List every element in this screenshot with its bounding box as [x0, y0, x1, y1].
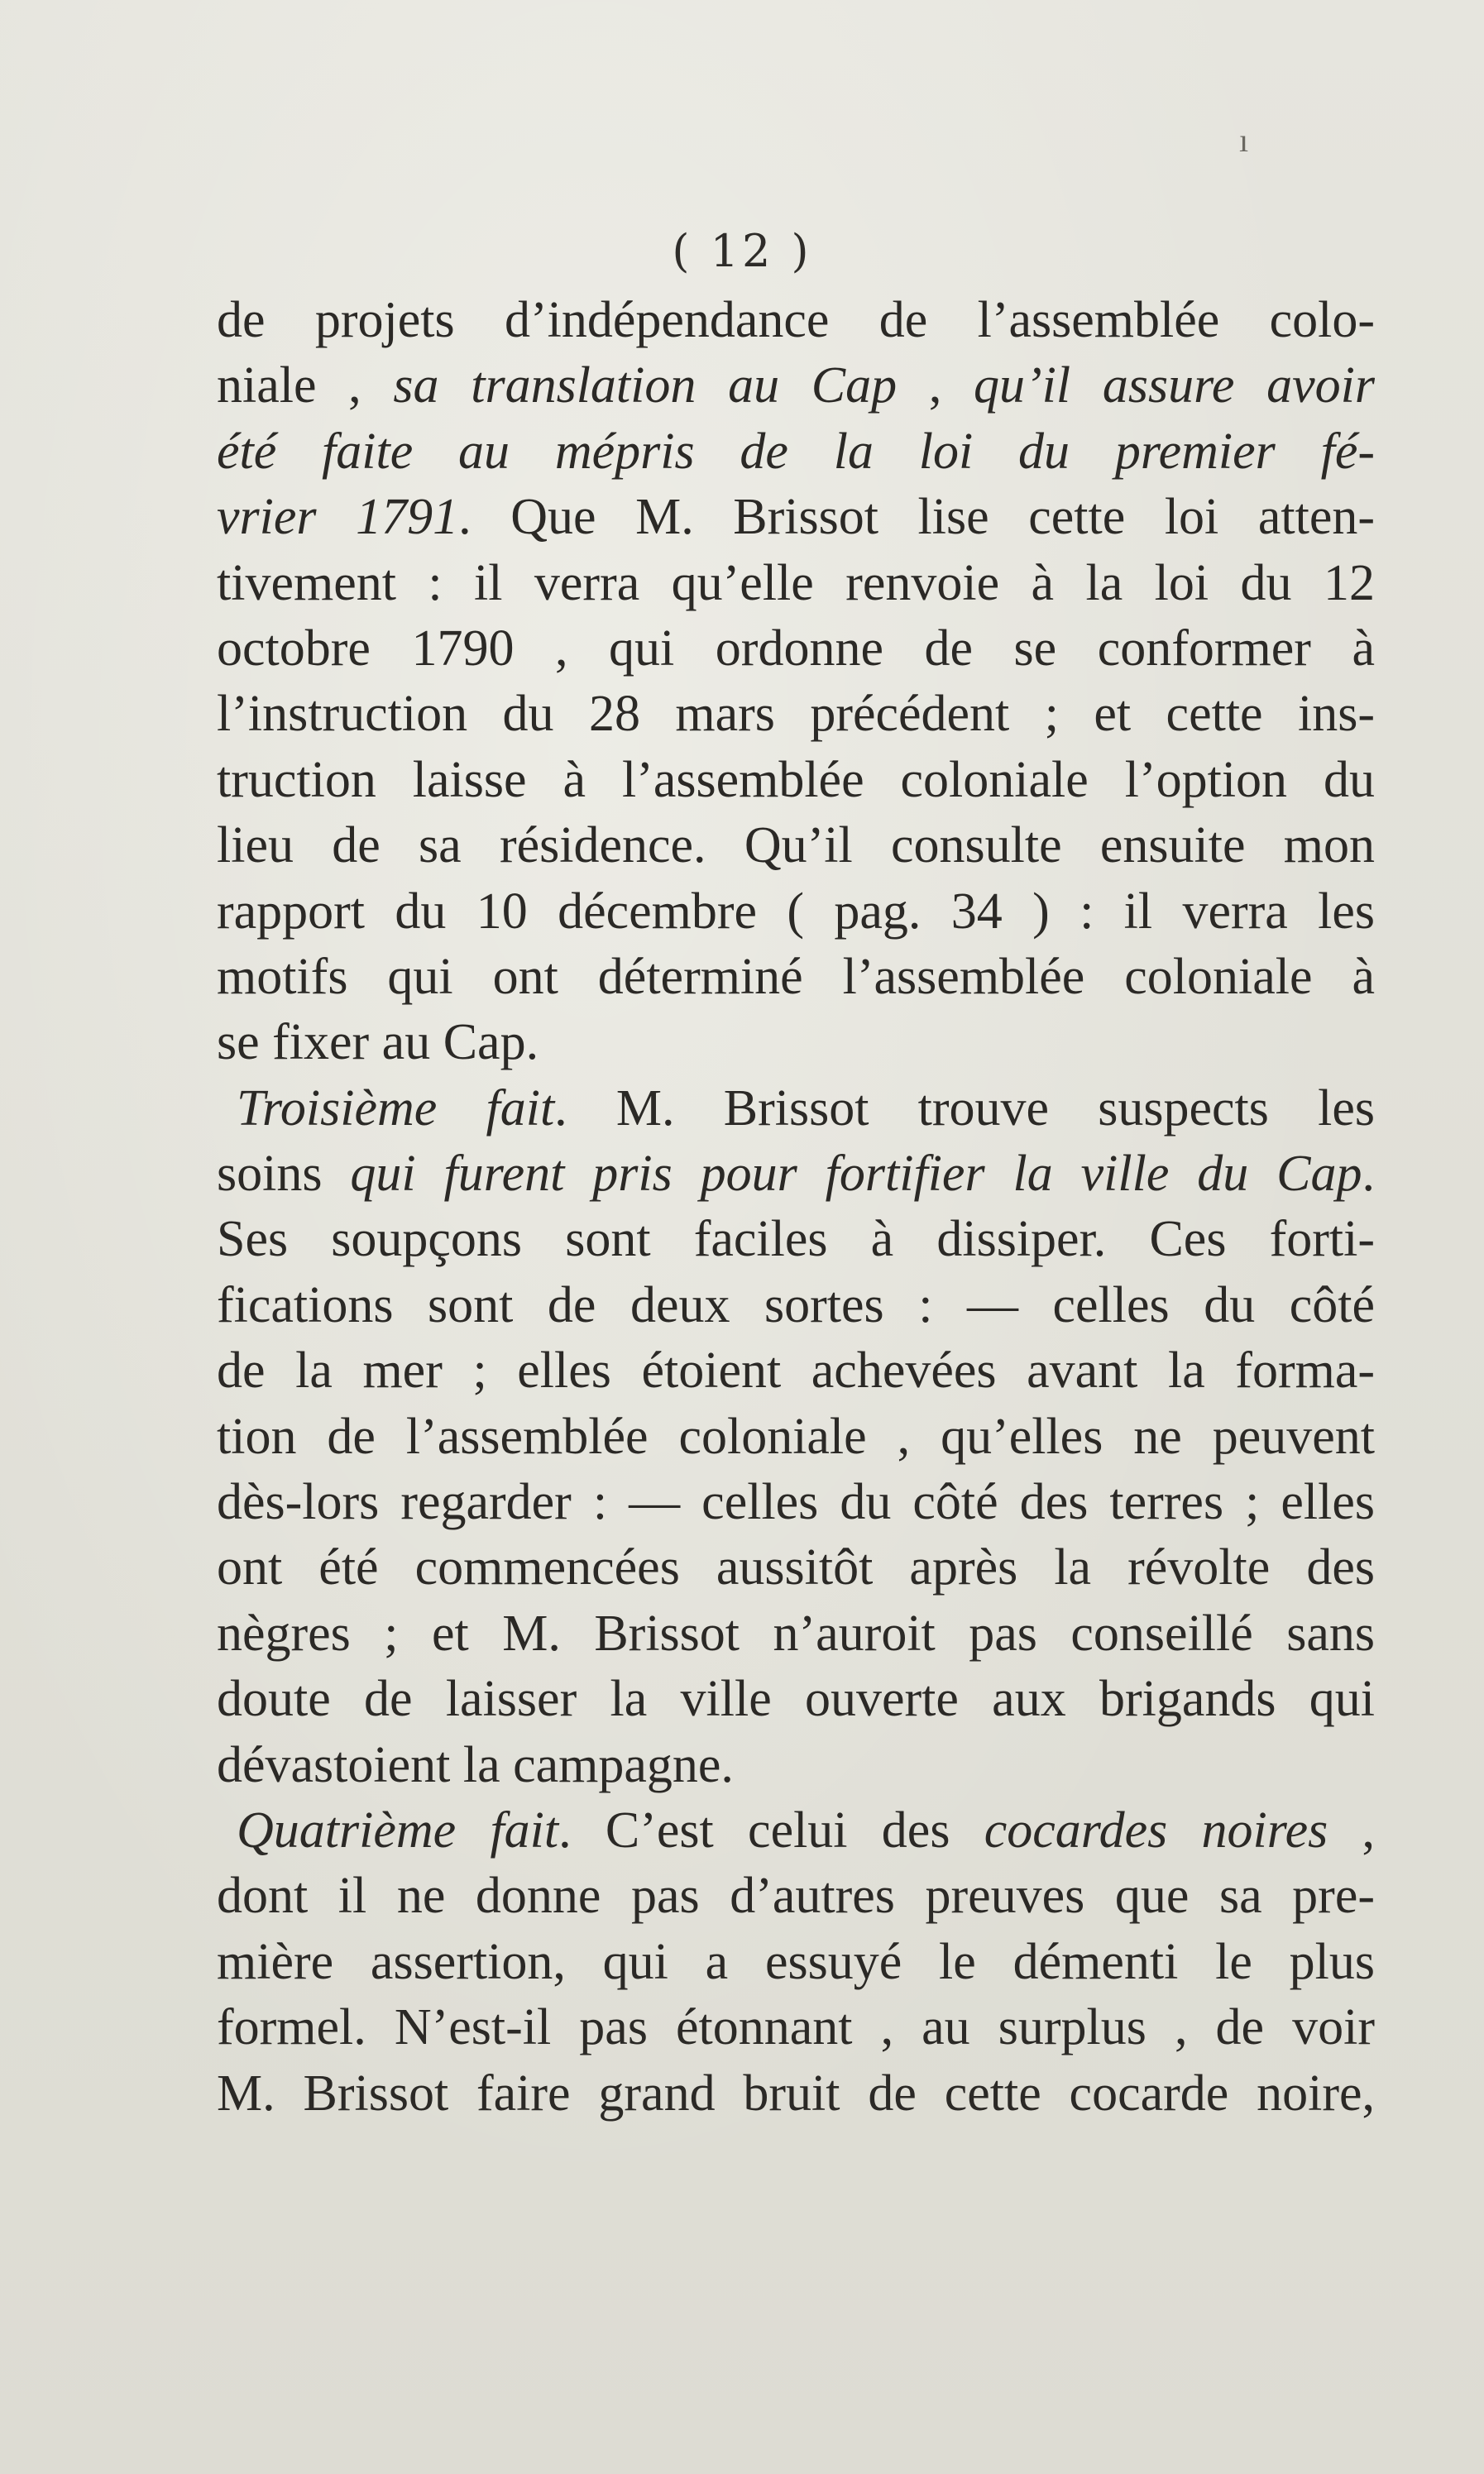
text-line: tion de l’assemblée coloniale , qu’elles ne peuvent — [217, 1408, 1375, 1465]
text-line: tivement : il verra qu’elle renvoie à la loi du 12 — [217, 554, 1375, 611]
text-line: formel. N’est-il pas étonnant , au surplus , de voir — [217, 1999, 1375, 2056]
text-line: rapport du 10 décembre ( pag. 34 ) : il verra les — [217, 883, 1375, 940]
text-line: vrier 1791. Que M. Brissot lise cette loi atten- — [217, 489, 1375, 546]
page-number: ( 12 ) — [672, 225, 812, 277]
text-line: M. Brissot faire grand bruit de cette cocarde noire, — [217, 2065, 1375, 2122]
margin-tick-mark: ı — [1239, 122, 1249, 159]
text-line: nègres ; et M. Brissot n’auroit pas conseillé sans — [217, 1605, 1375, 1662]
text-line: dont il ne donne pas d’autres preuves que sa pre- — [217, 1868, 1375, 1925]
text-line: Troisième fait. M. Brissot trouve suspects les — [237, 1079, 1375, 1137]
text-line: Ses soupçons sont faciles à dissiper. Ces forti- — [217, 1211, 1375, 1268]
text-line: doute de laisser la ville ouverte aux brigands qui — [217, 1671, 1375, 1728]
text-line: dévastoient la campagne. — [217, 1736, 734, 1793]
text-line: dès-lors regarder : — celles du côté des terres ; elles — [217, 1474, 1375, 1531]
text-line: octobre 1790 , qui ordonne de se conformer à — [217, 620, 1375, 677]
text-line: mière assertion, qui a essuyé le démenti le plus — [217, 1933, 1375, 1990]
text-line: l’instruction du 28 mars précédent ; et cette ins- — [217, 686, 1375, 743]
text-line: Quatrième fait. C’est celui des cocardes noires , — [237, 1802, 1375, 1859]
text-line: truction laisse à l’assemblée coloniale l’option du — [217, 751, 1375, 808]
text-line: de projets d’indépendance de l’assemblée colo- — [217, 292, 1375, 348]
text-line: lieu de sa résidence. Qu’il consulte ensuite mon — [217, 817, 1375, 874]
text-line: soins qui furent pris pour fortifier la ville du Cap. — [217, 1146, 1375, 1203]
text-line: fications sont de deux sortes : — celles du côté — [217, 1276, 1375, 1333]
body-text — [217, 288, 1375, 2127]
text-line: motifs qui ont déterminé l’assemblée coloniale à — [217, 948, 1375, 1005]
text-line: ont été commencées aussitôt après la révolte des — [217, 1539, 1375, 1596]
text-line: se fixer au Cap. — [217, 1014, 539, 1071]
text-line: été faite au mépris de la loi du premier fé- — [217, 423, 1375, 480]
text-line: de la mer ; elles étoient achevées avant la forma- — [217, 1342, 1375, 1400]
text-line: niale , sa translation au Cap , qu’il assure avoir — [217, 357, 1375, 414]
